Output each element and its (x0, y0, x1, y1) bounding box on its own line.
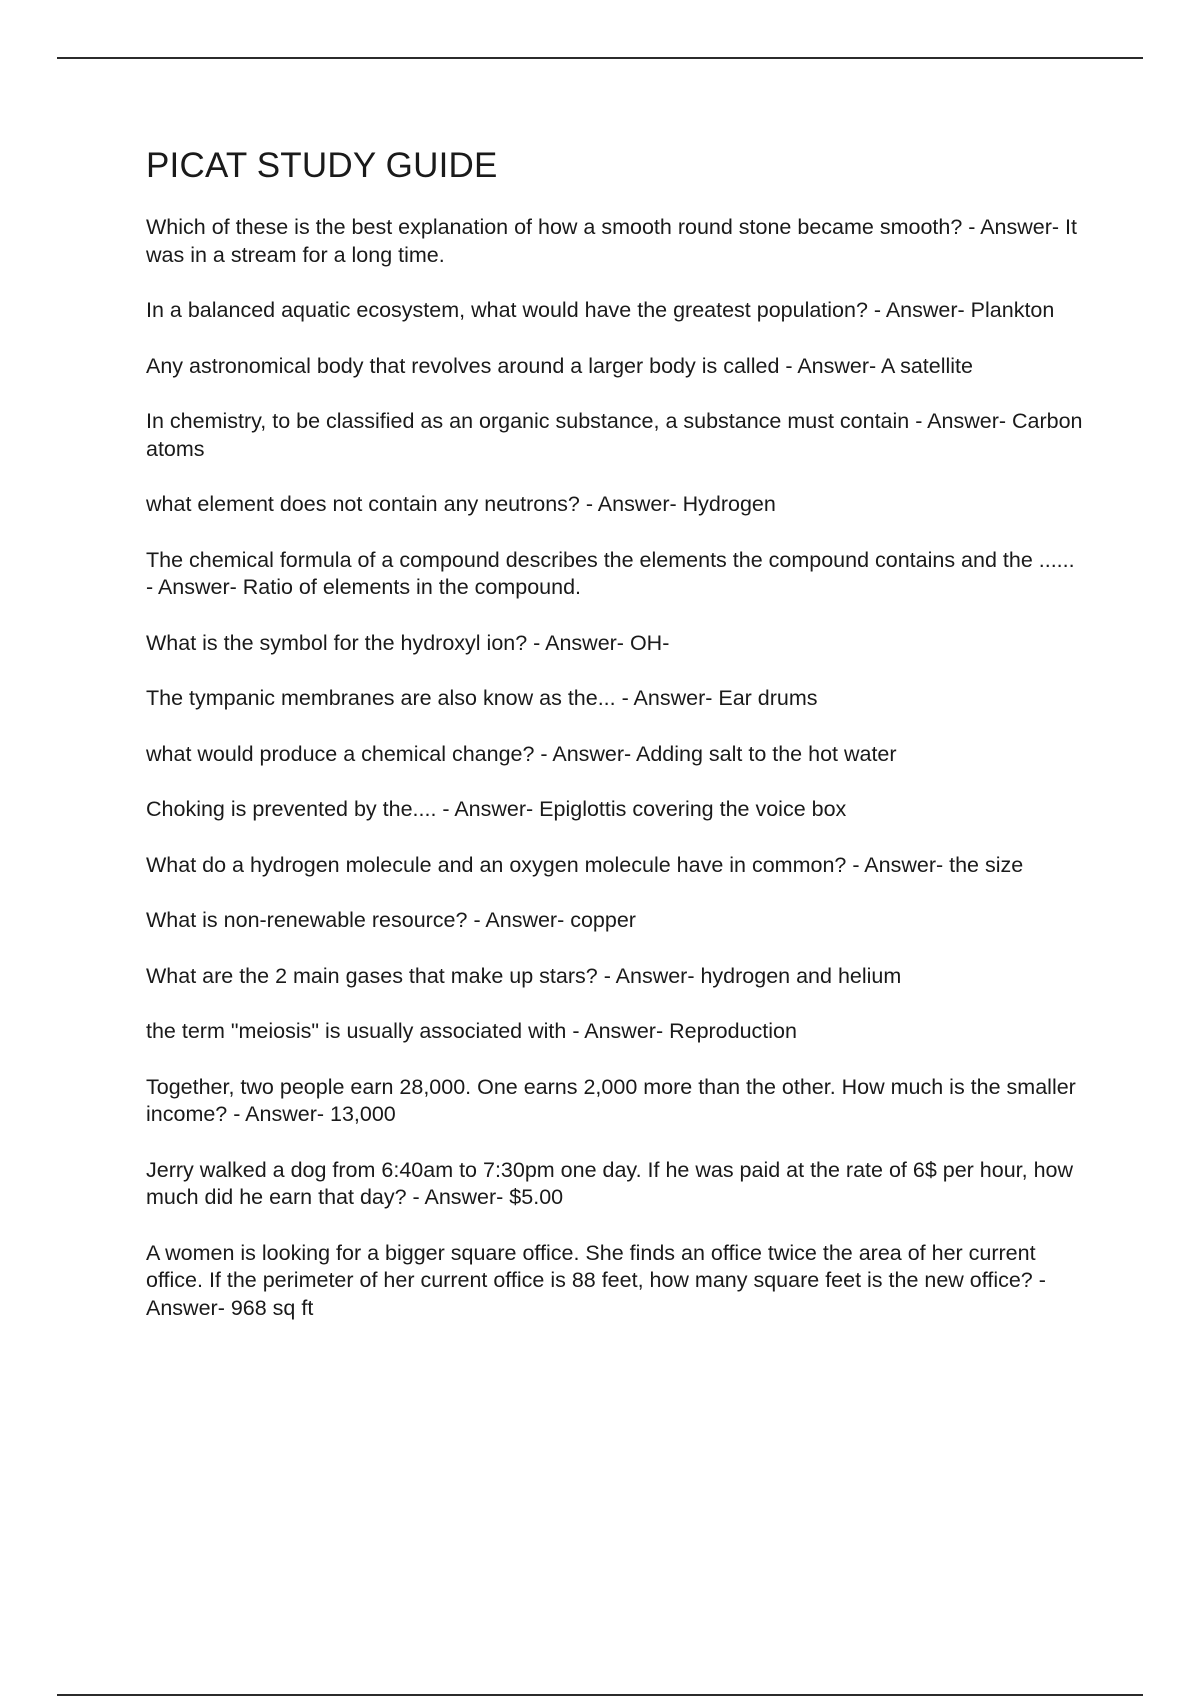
document-body (146, 142, 1086, 1350)
question-item: What do a hydrogen molecule and an oxygen molecule have in common? - Answer- the size (146, 852, 1024, 877)
question-item: Which of these is the best explanation of how a smooth round stone became smooth? - Answer- It was in a stream for a long time. (146, 215, 1077, 267)
question-item: the term "meiosis" is usually associated with - Answer- Reproduction (146, 1019, 797, 1043)
question-item: A women is looking for a bigger square office. She finds an office twice the area of her current office. If the perimeter of her current office is 88 feet, how many square feet is the new office? - Answer- 968 sq ft (146, 1240, 1046, 1320)
question-item: what element does not contain any neutrons? - Answer- Hydrogen (146, 492, 776, 516)
question-item: The tympanic membranes are also know as the... - Answer- Ear drums (146, 686, 818, 710)
question-item: Jerry walked a dog from 6:40am to 7:30pm one day. If he was paid at the rate of 6$ per hour, how much did he earn that day? - Answer- $5.00 (146, 1157, 1074, 1209)
question-item: What is non-renewable resource? - Answer- copper (146, 908, 636, 932)
page-title: PICAT STUDY GUIDE (146, 146, 498, 185)
question-item: Any astronomical body that revolves around a larger body is called - Answer- A satellite (146, 353, 973, 378)
bottom-rule (57, 1694, 1143, 1696)
question-item: what would produce a chemical change? - Answer- Adding salt to the hot water (146, 741, 897, 766)
top-rule (57, 57, 1143, 59)
question-item: What are the 2 main gases that make up stars? - Answer- hydrogen and helium (146, 963, 902, 988)
question-item: What is the symbol for the hydroxyl ion? - Answer- OH- (146, 630, 670, 655)
question-item: Together, two people earn 28,000. One earns 2,000 more than the other. How much is the smaller income? - Answer- 13,000 (146, 1074, 1076, 1126)
question-item: The chemical formula of a compound describes the elements the compound contains and the ...... - Answer- Ratio of elements in the compound. (146, 547, 1075, 599)
question-list (146, 214, 1086, 1322)
question-item: In chemistry, to be classified as an organic substance, a substance must contain - Answer- Carbon atoms (146, 409, 1083, 461)
question-item: In a balanced aquatic ecosystem, what would have the greatest population? - Answer- Plankton (146, 298, 1055, 322)
question-item: Choking is prevented by the.... - Answer- Epiglottis covering the voice box (146, 797, 847, 821)
